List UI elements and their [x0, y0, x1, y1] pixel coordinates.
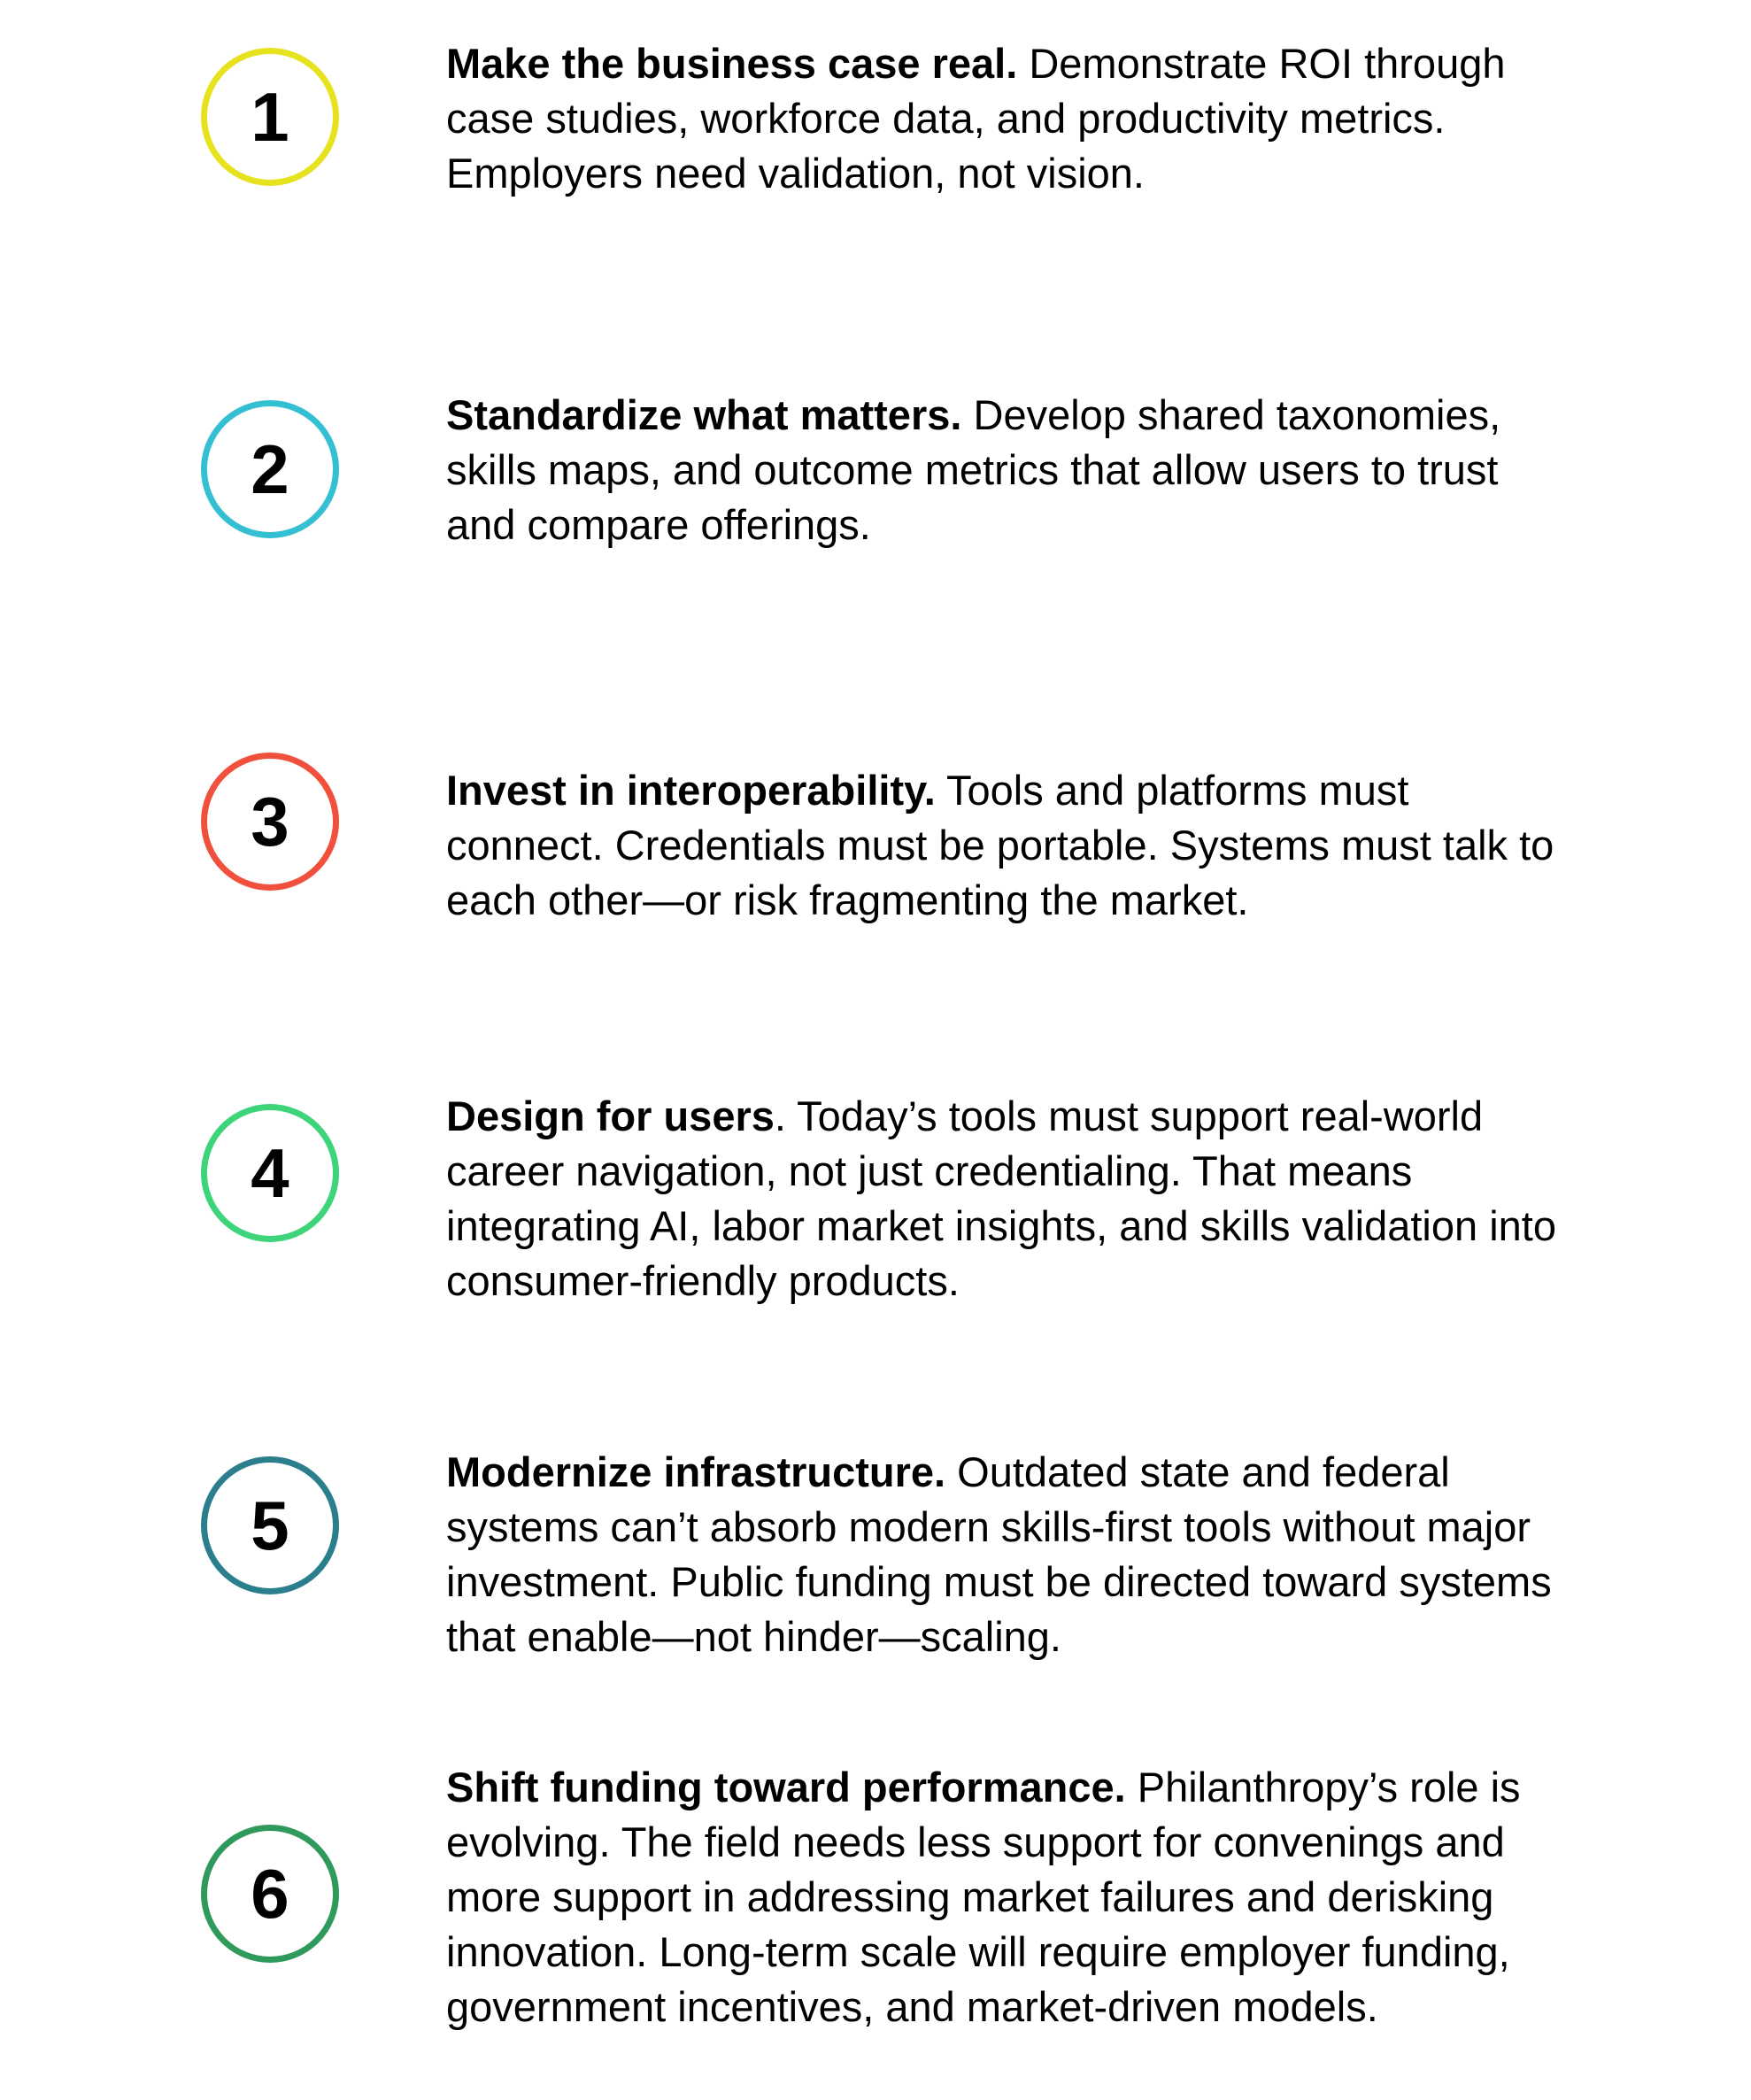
- item-body: Philanthropy’s role is evolving. The field needs less support for convenings and more support in addressing market failures and derisking innovation. Long-term scale will require employer funding, government incentives, and market-driven models.: [446, 1764, 1521, 2030]
- item-body: Demonstrate ROI through case studies, workforce data, and productivity metrics. Employers need validation, not vision.: [446, 40, 1506, 197]
- item-body: Outdated state and federal systems can’t absorb modern skills-first tools without major investment. Public funding must be directed toward systems that enable—not hinder—scaling.: [446, 1448, 1552, 1660]
- item-body: . Today’s tools must support real-world career navigation, not just credentialing. That means integrating AI, labor market insights, and skills validation into consumer-friendly products.: [446, 1092, 1556, 1304]
- number-badge-2: [201, 400, 339, 538]
- item-lead: Invest in interoperability.: [446, 767, 936, 814]
- item-body: Develop shared taxonomies, skills maps, and outcome metrics that allow users to trust and compare offerings.: [446, 391, 1501, 548]
- number-badge-6: [201, 1825, 339, 1963]
- badge-number: 1: [251, 78, 289, 156]
- badge-number: 4: [251, 1134, 289, 1212]
- item-lead: Modernize infrastructure.: [446, 1448, 946, 1495]
- badge-number: 6: [251, 1855, 289, 1933]
- badge-number: 2: [251, 430, 289, 508]
- item-lead: Standardize what matters.: [446, 391, 962, 438]
- item-text: [446, 1089, 1563, 1309]
- item-body: Tools and platforms must connect. Credentials must be portable. Systems must talk to each other—or risk fragmenting the market.: [446, 767, 1554, 923]
- badge-number: 5: [251, 1486, 289, 1564]
- item-text: [446, 388, 1563, 552]
- number-badge-5: [201, 1456, 339, 1594]
- item-text: [446, 763, 1563, 928]
- number-badge-1: [201, 48, 339, 186]
- item-text: [446, 1760, 1563, 2034]
- item-lead: Design for users: [446, 1092, 775, 1139]
- number-badge-4: [201, 1104, 339, 1242]
- item-text: [446, 1445, 1563, 1664]
- item-lead: Shift funding toward performance.: [446, 1764, 1126, 1810]
- badge-number: 3: [251, 783, 289, 861]
- item-text: [446, 36, 1563, 201]
- number-badge-3: [201, 753, 339, 891]
- item-lead: Make the business case real.: [446, 40, 1018, 87]
